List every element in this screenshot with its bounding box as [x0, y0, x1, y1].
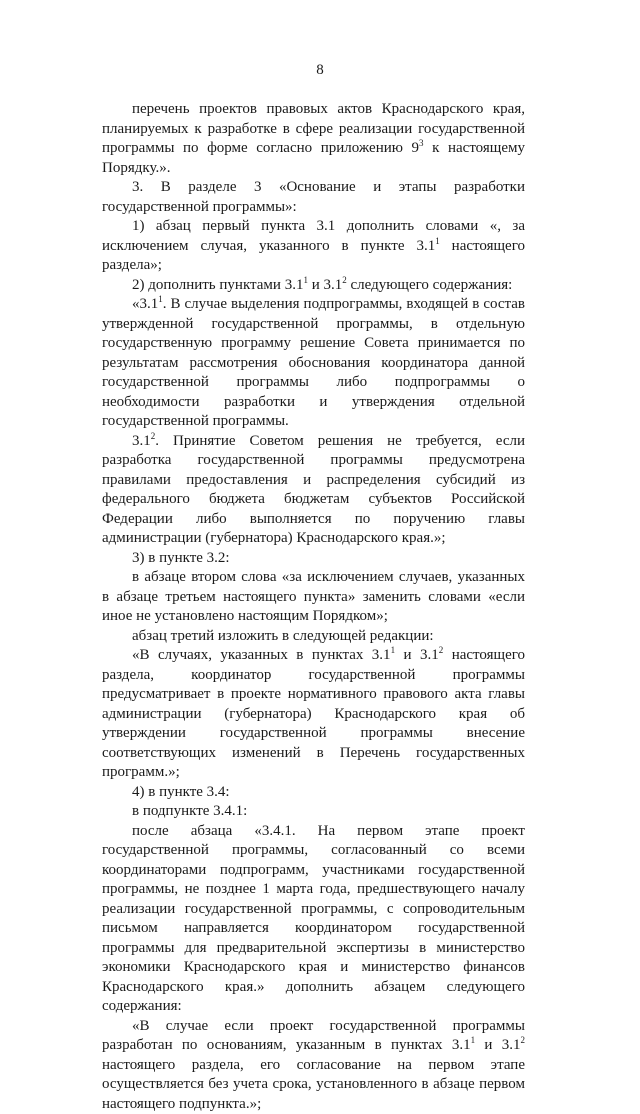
text-run: настоящего раздела, координатор государственной программы предусматривает в проекте нормативного правового акта главы администрации (губернатора) Краснодарского края об утверждении государственной программы внесение соответствующих изменений в Перечень государственных программ.»; — [102, 647, 525, 780]
text-run: следующего содержания: — [347, 277, 513, 293]
superscript: 2 — [439, 645, 444, 655]
text-run: настоящего раздела»; — [102, 238, 525, 274]
paragraph — [102, 178, 525, 217]
superscript: 1 — [391, 645, 396, 655]
text-run: 3) в пункте 3.2: — [132, 550, 230, 566]
paragraph — [102, 1017, 525, 1114]
text-run: абзац третий изложить в следующей редакции: — [132, 628, 434, 644]
text-run: в абзаце втором слова «за исключением случаев, указанных в абзаце третьем настоящего пункта» заменить словами «если иное не установлено настоящим Порядком»; — [102, 569, 525, 624]
superscript: 2 — [521, 1035, 526, 1045]
superscript: 3 — [419, 138, 424, 148]
document-body — [102, 100, 525, 1114]
superscript: 1 — [471, 1035, 476, 1045]
paragraph — [102, 822, 525, 1017]
superscript: 1 — [158, 294, 163, 304]
paragraph — [102, 217, 525, 276]
superscript: 1 — [303, 275, 308, 285]
paragraph — [102, 295, 525, 432]
text-run: и 3.1 — [395, 647, 439, 663]
paragraph — [102, 432, 525, 549]
superscript: 1 — [435, 236, 440, 246]
text-run: «В случае если проект государственной программы разработан по основаниям, указанным в пунктах 3.1 — [102, 1018, 525, 1054]
paragraph — [102, 276, 525, 296]
text-run: и 3.1 — [475, 1037, 520, 1053]
paragraph — [102, 627, 525, 647]
paragraph — [102, 802, 525, 822]
superscript: 2 — [151, 431, 156, 441]
text-run: к настоящему Порядку.». — [102, 140, 525, 176]
paragraph — [102, 646, 525, 783]
text-run: 3. В разделе 3 «Основание и этапы разработки государственной программы»: — [102, 179, 525, 215]
text-run: 3.1 — [132, 433, 151, 449]
text-run: настоящего раздела, его согласование на первом этапе осуществляется без учета срока, установленного в абзаце первом настоящего подпункта.»; — [102, 1057, 525, 1112]
paragraph — [102, 100, 525, 178]
page-number: 8 — [0, 61, 640, 81]
text-run: «3.1 — [132, 296, 158, 312]
paragraph — [102, 783, 525, 803]
text-run: 4) в пункте 3.4: — [132, 784, 230, 800]
text-run: в подпункте 3.4.1: — [132, 803, 247, 819]
paragraph — [102, 568, 525, 627]
text-run: и 3.1 — [308, 277, 342, 293]
text-run: 1) абзац первый пункта 3.1 дополнить словами «, за исключением случая, указанного в пункте 3.1 — [102, 218, 525, 254]
text-run: . В случае выделения подпрограммы, входящей в состав утвержденной государственной программы, в отдельную государственную программу решение Совета принимается по результатам рассмотрения обоснования координатора данной государственной программы либо подпрограммы о необходимости разработки и утверждения отдельной государственной программы. — [102, 296, 525, 429]
text-run: «В случаях, указанных в пунктах 3.1 — [132, 647, 391, 663]
superscript: 2 — [342, 275, 347, 285]
paragraph — [102, 549, 525, 569]
text-run: 2) дополнить пунктами 3.1 — [132, 277, 303, 293]
text-run: после абзаца «3.4.1. На первом этапе проект государственной программы, согласованный со всеми координаторами подпрограмм, участниками государственной программы, не позднее 1 марта года, предшествующего началу реализации государственной программы, с сопроводительным письмом направляется координатором государственной программы для предварительной экспертизы в министерство экономики Краснодарского края и министерство финансов Краснодарского края.» дополнить абзацем следующего содержания: — [102, 823, 525, 1015]
text-run: перечень проектов правовых актов Краснодарского края, планируемых к разработке в сфере реализации государственной программы по форме согласно приложению 9 — [102, 101, 525, 156]
text-run: . Принятие Советом решения не требуется, если разработка государственной программы предусмотрена правилами предоставления и распределения субсидий из федерального бюджета бюджетам субъектов Российской Федерации либо выполняется по поручению главы администрации (губернатора) Краснодарского края.»; — [102, 433, 525, 547]
